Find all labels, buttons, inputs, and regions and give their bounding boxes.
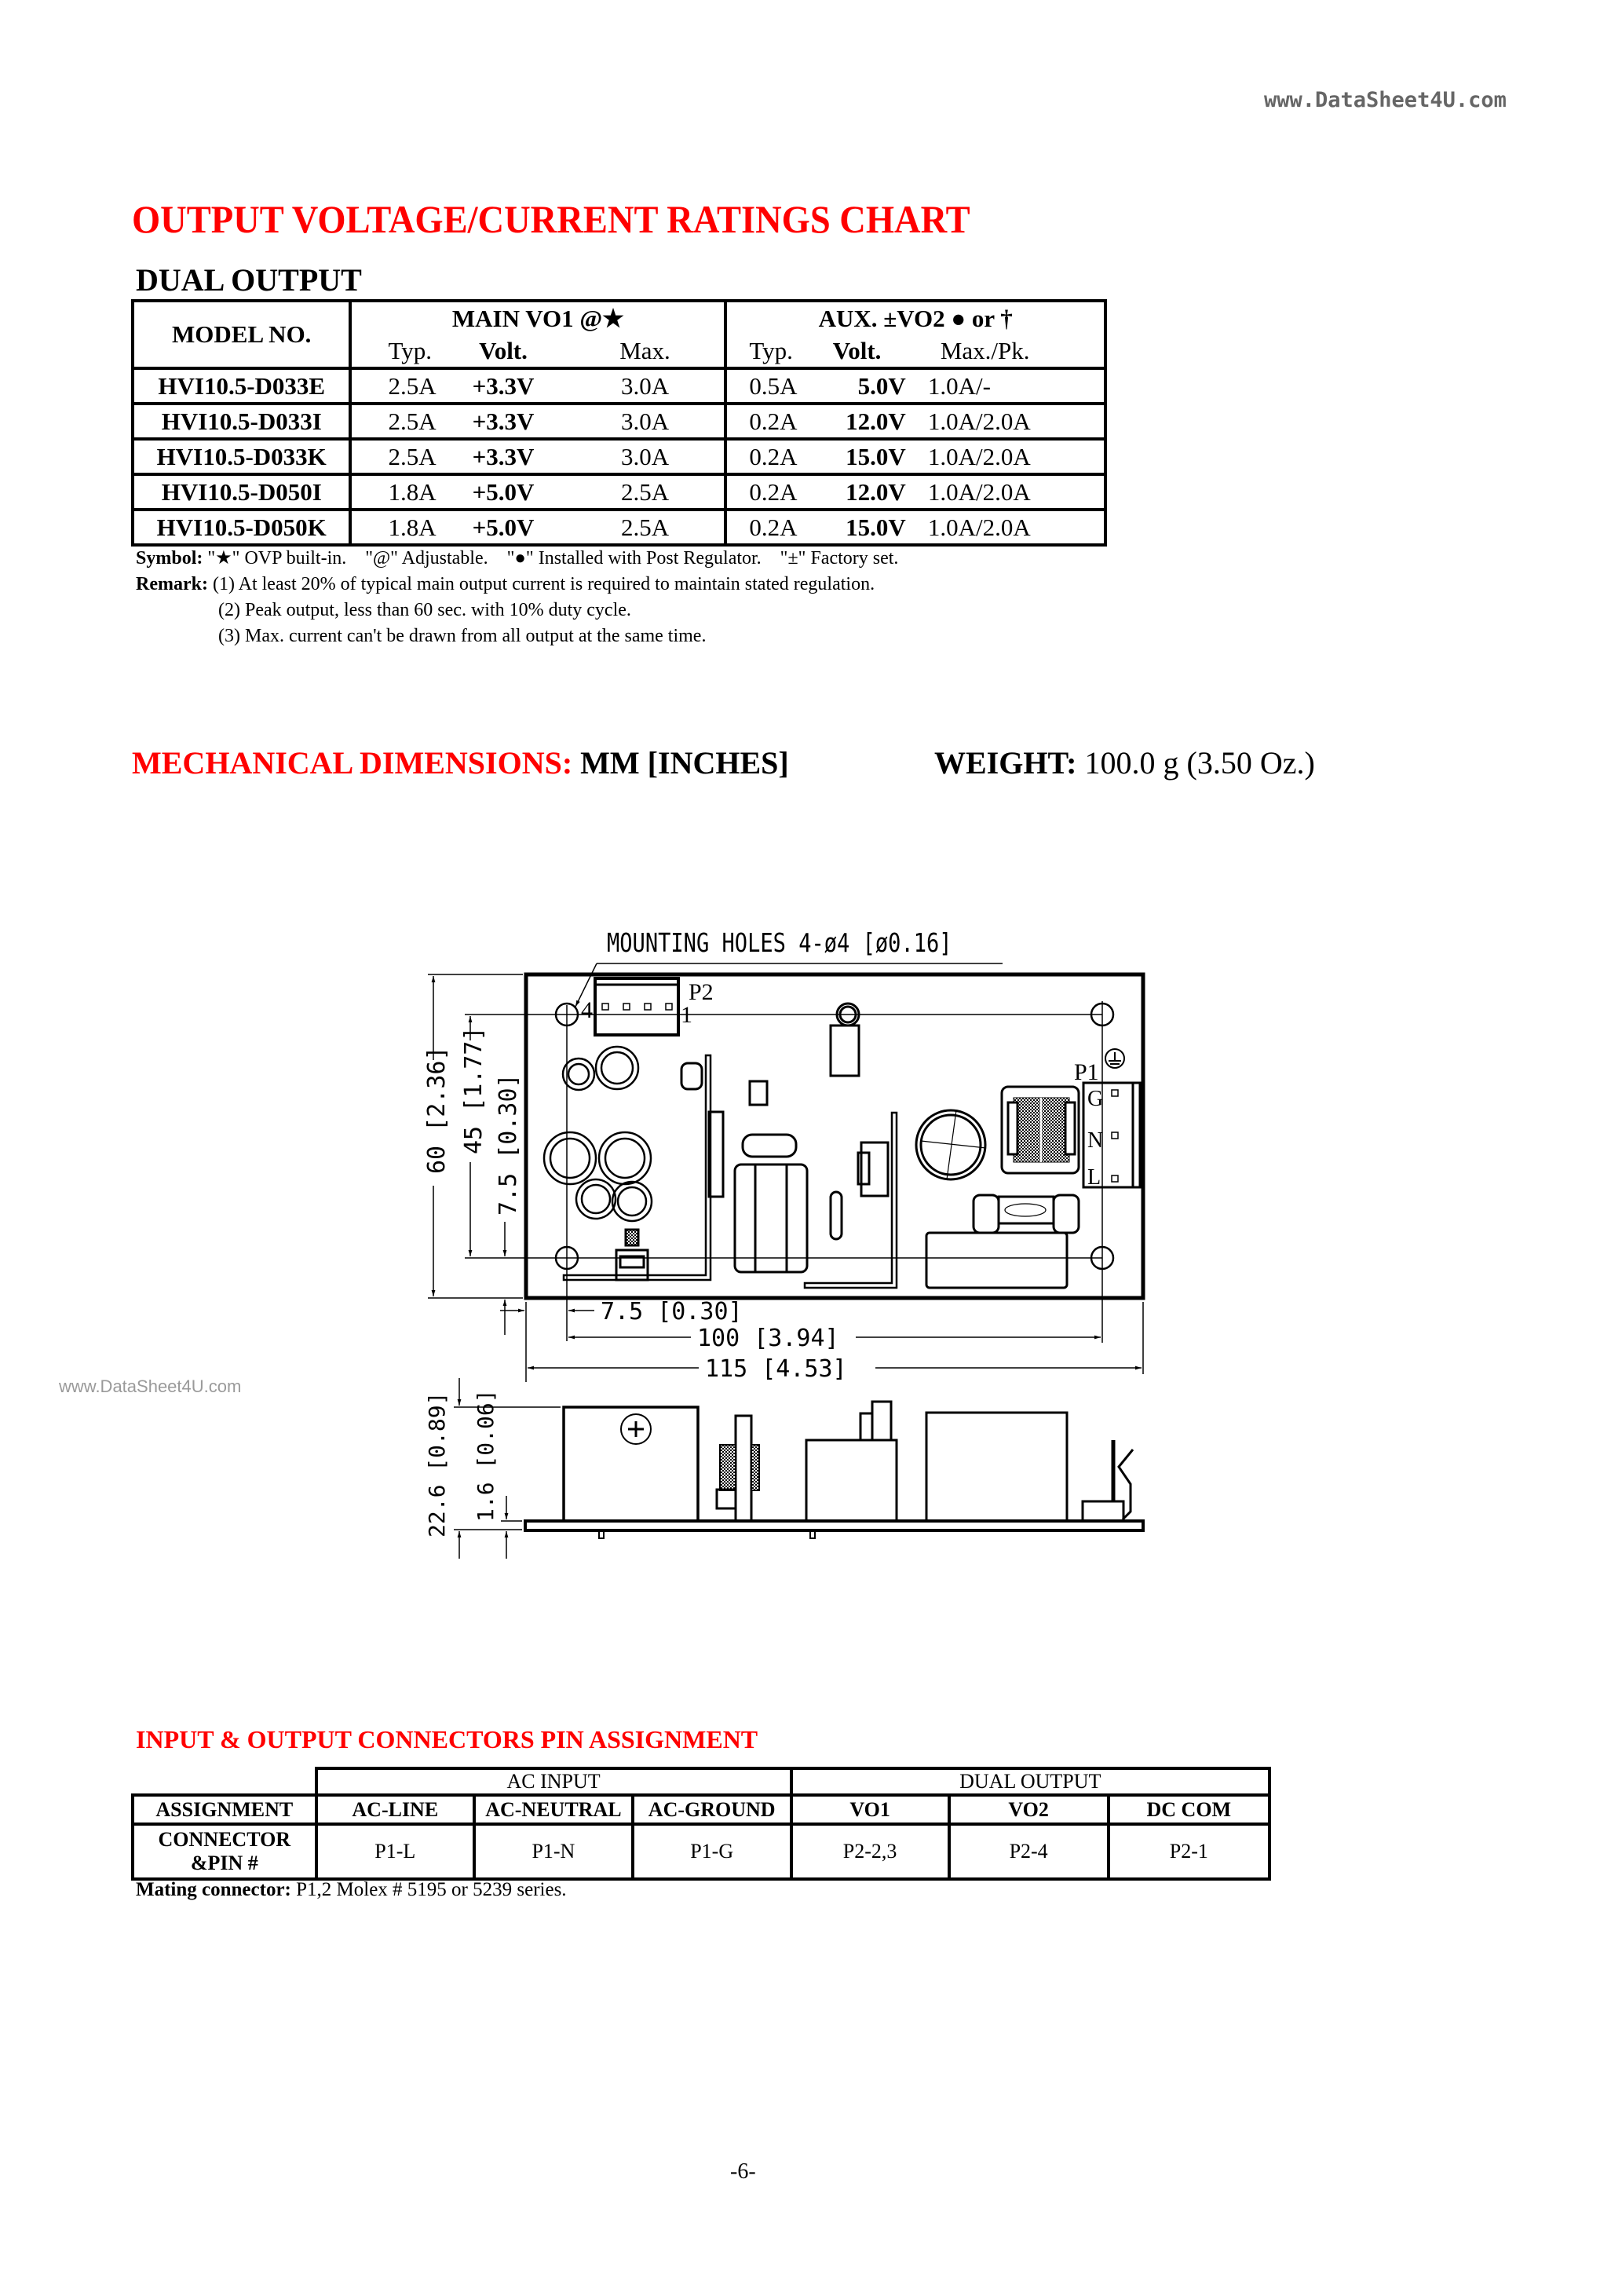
col-vo1: VO1: [791, 1795, 949, 1824]
mechanical-heading-label: MECHANICAL DIMENSIONS:: [132, 745, 573, 781]
mating-connector-note: [136, 1879, 567, 1901]
main-max-cell: 2.5A: [566, 510, 726, 545]
main-vo1-header: MAIN VO1 @★: [350, 301, 725, 335]
symbol-label: Symbol:: [136, 548, 203, 569]
aux-volt-header: Volt.: [832, 336, 882, 364]
col-ac-line: AC-LINE: [316, 1795, 474, 1824]
capacitor-icon: [544, 1047, 652, 1221]
col-ac-neutral: AC-NEUTRAL: [474, 1795, 633, 1824]
weight-label: WEIGHT:: [934, 745, 1077, 781]
model-cell: HVI10.5-D033I: [133, 404, 350, 439]
remark-1-text: (1) At least 20% of typical main output current is required to maintain stated regulation.: [207, 574, 875, 594]
aux-max-cell: 1.0A/2.0A: [914, 474, 1105, 510]
aux-max-cell: 1.0A/2.0A: [914, 439, 1105, 474]
main-typ-header: Typ.: [388, 336, 432, 364]
p1-pin-g: G: [1087, 1087, 1104, 1111]
pin-header-row: [133, 1795, 1269, 1824]
pin-ac-neutral: P1-N: [474, 1824, 633, 1879]
p1-pin-l: L: [1087, 1165, 1101, 1190]
main-volt-cell: +5.0V: [440, 510, 565, 545]
p2-pin-right: 1: [681, 1002, 692, 1028]
transformer-icon: [735, 1135, 842, 1272]
model-cell: HVI10.5-D033K: [133, 439, 350, 474]
main-max-cell: 3.0A: [566, 439, 726, 474]
main-volt-header: Volt.: [479, 336, 528, 364]
aux-volt-cell: 12.0V: [800, 404, 913, 439]
dim-hole-spacing-v: 45 [1.77]: [460, 1026, 488, 1154]
symbol-text: "★" OVP built-in. "@" Adjustable. "●" Installed with Post Regulator. "±" Factory set.: [203, 548, 899, 569]
dim-height-total: 60 [2.36]: [423, 1046, 451, 1174]
dim-pcb-thickness: 1.6 [0.06]: [473, 1389, 499, 1522]
connector-pin-header: [133, 1824, 316, 1879]
pin-label: &PIN #: [190, 1852, 258, 1874]
pin-dc-com: P2-1: [1109, 1824, 1269, 1879]
main-typ-cell: 1.8A: [350, 474, 440, 510]
fuse-icon: [974, 1195, 1079, 1233]
mating-label: Mating connector:: [136, 1879, 291, 1900]
remark-3: (3) Max. current can't be drawn from all output at the same time.: [218, 626, 707, 646]
col-vo2: VO2: [949, 1795, 1109, 1824]
pin-vo2: P2-4: [949, 1824, 1109, 1879]
aux-max-cell: 1.0A/2.0A: [914, 510, 1105, 545]
main-typ-cell: 2.5A: [350, 404, 440, 439]
pin-ac-line: P1-L: [316, 1824, 474, 1879]
pin-assignment-table: [131, 1767, 1271, 1881]
main-max-cell: 3.0A: [566, 368, 726, 404]
watermark-top: www.DataSheet4U.com: [1264, 88, 1507, 112]
aux-max-header: Max./Pk.: [940, 336, 1030, 364]
blank-cell: [133, 1768, 316, 1795]
mating-text: P1,2 Molex # 5195 or 5239 series.: [290, 1879, 567, 1900]
main-max-header: Max.: [566, 335, 726, 368]
main-max-cell: 3.0A: [566, 404, 726, 439]
mounting-holes-label: MOUNTING HOLES 4-ø4 [ø0.16]: [607, 928, 952, 959]
col-dc-com: DC COM: [1109, 1795, 1269, 1824]
model-header: MODEL NO.: [133, 301, 350, 368]
capacitor-large-icon: [916, 1110, 986, 1179]
assignment-header: ASSIGNMENT: [133, 1795, 316, 1824]
aux-typ-cell: 0.2A: [725, 474, 800, 510]
aux-max-cell: 1.0A/2.0A: [914, 404, 1105, 439]
main-typ-cell: 1.8A: [350, 510, 440, 545]
x-capacitor: [926, 1233, 1067, 1288]
connector-label: CONNECTOR: [158, 1828, 291, 1851]
aux-typ-cell: 0.2A: [725, 439, 800, 474]
model-cell: HVI10.5-D033E: [133, 368, 350, 404]
aux-volt-cell: 15.0V: [800, 510, 913, 545]
pin-assignment-title: INPUT & OUTPUT CONNECTORS PIN ASSIGNMENT: [136, 1725, 758, 1753]
p2-pin-left: 4: [581, 997, 593, 1023]
main-volt-cell: +3.3V: [440, 404, 565, 439]
dim-side-height: 22.6 [0.89]: [424, 1391, 450, 1537]
col-ac-ground: AC-GROUND: [633, 1795, 791, 1824]
pin-vo1: P2-2,3: [791, 1824, 949, 1879]
pin-group-row: [133, 1768, 1269, 1795]
dual-output-subtitle: DUAL OUTPUT: [136, 262, 362, 298]
p1-label: P1: [1074, 1059, 1099, 1085]
pin-values-row: [133, 1824, 1269, 1879]
model-cell: HVI10.5-D050I: [133, 474, 350, 510]
p2-connector: [595, 978, 678, 1035]
dim-hole-spacing-h: 100 [3.94]: [697, 1325, 839, 1352]
dim-width-total: 115 [4.53]: [705, 1355, 847, 1383]
p1-pin-n: N: [1087, 1128, 1104, 1153]
main-typ-cell: 2.5A: [350, 368, 440, 404]
pin-ac-ground: P1-G: [633, 1824, 791, 1879]
main-volt-cell: +3.3V: [440, 368, 565, 404]
aux-volt-cell: 12.0V: [800, 474, 913, 510]
aux-typ-header: Typ.: [749, 336, 793, 364]
main-max-cell: 2.5A: [566, 474, 726, 510]
p2-label: P2: [689, 979, 714, 1005]
main-typ-cell: 2.5A: [350, 439, 440, 474]
pcb-side-view: [525, 1402, 1143, 1538]
aux-volt-cell: 15.0V: [800, 439, 913, 474]
main-volt-cell: +3.3V: [440, 439, 565, 474]
model-cell: HVI10.5-D050K: [133, 510, 350, 545]
aux-typ-cell: 0.2A: [725, 404, 800, 439]
dim-hole-offset-h: 7.5 [0.30]: [601, 1298, 743, 1325]
aux-typ-cell: 0.5A: [725, 368, 800, 404]
choke-icon: [1002, 1087, 1079, 1173]
dual-output-group: DUAL OUTPUT: [791, 1768, 1269, 1795]
main-volt-cell: +5.0V: [440, 474, 565, 510]
watermark-left: www.DataSheet4U.com: [59, 1377, 242, 1396]
dim-hole-offset-v: 7.5 [0.30]: [495, 1073, 522, 1216]
page-number: -6-: [730, 2159, 756, 2184]
aux-volt-cell: 5.0V: [800, 368, 913, 404]
ac-input-group: AC INPUT: [316, 1768, 791, 1795]
ratings-title: OUTPUT VOLTAGE/CURRENT RATINGS CHART: [132, 197, 970, 241]
weight-value: 100.0 g (3.50 Oz.): [1076, 745, 1315, 781]
aux-typ-cell: 0.2A: [725, 510, 800, 545]
remark-2: (2) Peak output, less than 60 sec. with 10% duty cycle.: [218, 600, 631, 620]
aux-vo2-header: AUX. ±VO2 ● or †: [818, 304, 1013, 332]
remark-label: Remark:: [136, 574, 208, 594]
aux-max-cell: 1.0A/-: [914, 368, 1105, 404]
mechanical-units: MM [INCHES]: [572, 745, 789, 781]
